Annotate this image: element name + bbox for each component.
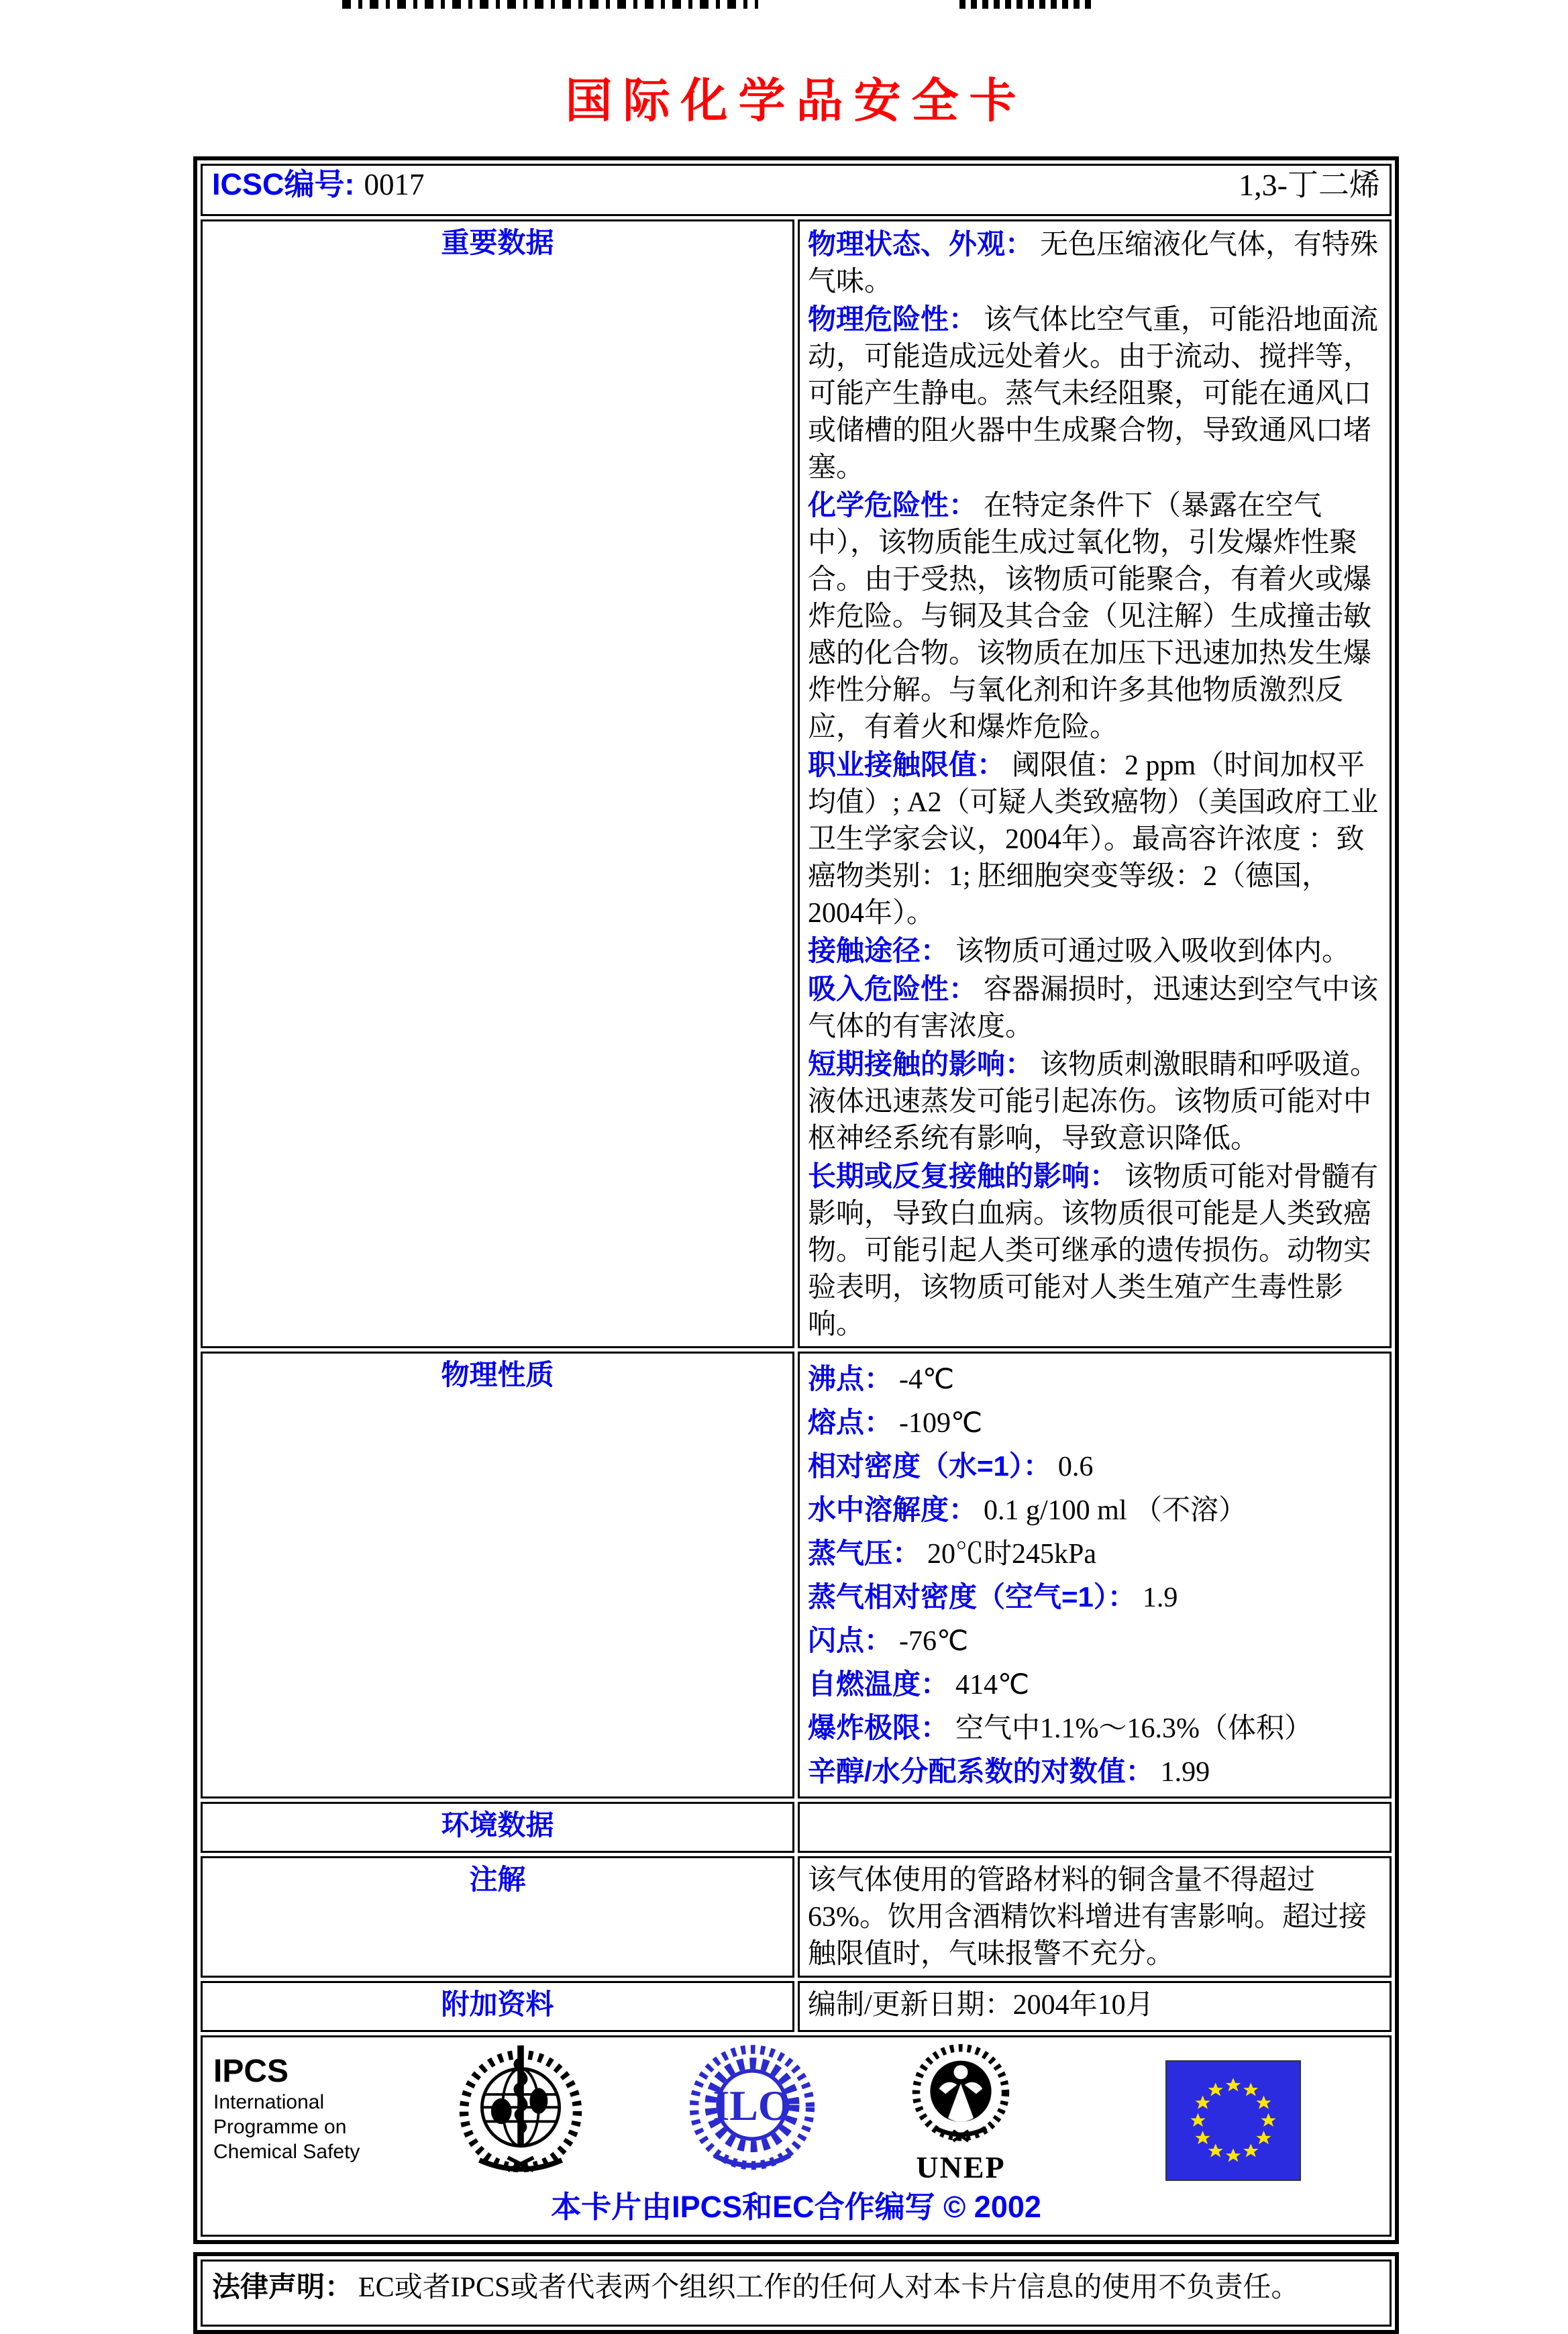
- property-line: [808, 1750, 1381, 1794]
- property-label: 蒸气相对密度（空气=1）：: [808, 1581, 1136, 1613]
- property-value: 0.1 g/100 ml （不溶）: [984, 1495, 1247, 1526]
- property-label: 吸入危险性：: [808, 973, 978, 1005]
- property-value: 无色压缩液化气体，有特殊气味。: [808, 230, 1379, 297]
- legal-notice-label: 法律声明：: [212, 2271, 354, 2302]
- ipcs-subtitle-line3: Chemical Safety: [213, 2141, 360, 2163]
- property-label: 自燃温度：: [808, 1668, 949, 1700]
- property-label: 长期或反复接触的影响：: [808, 1160, 1118, 1192]
- property-line: [808, 970, 1381, 1046]
- section-row-notes: [201, 1856, 1392, 1978]
- ilo-logo-letters: ILO: [713, 2082, 792, 2130]
- property-line: [808, 1445, 1381, 1488]
- card-header-cell: [201, 164, 1392, 216]
- section-row-additional: [201, 1981, 1392, 2032]
- property-value: 容器漏损时，迅速达到空气中该气体的有害浓度。: [808, 974, 1379, 1042]
- legal-notice-text: EC或者IPCS或者代表两个组织工作的任何人对本卡片信息的使用不负责任。: [358, 2272, 1300, 2303]
- ipcs-subtitle-line1: International: [213, 2091, 325, 2113]
- property-value: 0.6: [1057, 1452, 1094, 1482]
- ilo-logo-icon: [689, 2044, 815, 2178]
- property-line: [808, 301, 1381, 487]
- property-value: -109℃: [899, 1408, 983, 1439]
- property-value: 阈限值：2 ppm（时间加权平均值）; A2（可疑人类致癌物）（美国政府工业卫生学家会议，2004年）。最高容许浓度 ：致癌物类别：1; 胚细胞突变等级：2（德国，2004年）。: [808, 750, 1379, 929]
- property-value: 该物质可通过吸入吸收到体内。: [955, 936, 1351, 967]
- property-label: 短期接触的影响：: [808, 1048, 1034, 1080]
- property-line: [808, 1046, 1381, 1158]
- property-label: 物理状态、外观：: [808, 228, 1034, 260]
- property-label: 水中溶解度：: [808, 1494, 978, 1525]
- legal-notice-table: [193, 2252, 1399, 2334]
- unep-logo-label: UNEP: [916, 2150, 1006, 2184]
- environmental-data-content: [798, 1802, 1392, 1853]
- property-value: 该气体比空气重，可能沿地面流动，可能造成远处着火。由于流动、搅拌等，可能产生静电。蒸气未经阻聚，可能在通风口或储槽的阻火器中生成聚合物，导致通风口堵塞。: [808, 305, 1379, 483]
- property-label: 熔点：: [808, 1407, 893, 1438]
- property-line: [808, 1619, 1381, 1663]
- property-line: [808, 1532, 1381, 1576]
- card-header-row: [201, 164, 1392, 216]
- property-line: [808, 225, 1381, 301]
- property-line: [808, 1358, 1381, 1401]
- page-title: 国际化学品安全卡: [565, 76, 1027, 128]
- property-value: 20℃时245kPa: [927, 1539, 1097, 1570]
- property-value: -76℃: [899, 1626, 969, 1657]
- property-label: 辛醇/水分配系数的对数值：: [808, 1756, 1154, 1787]
- property-line: [808, 932, 1381, 970]
- notes-section-label: 注解: [201, 1856, 794, 1978]
- unep-logo-icon: [897, 2044, 1025, 2146]
- chemical-name: 1,3-丁二烯: [1239, 167, 1380, 202]
- additional-info-content: 编制/更新日期：2004年10月: [798, 1981, 1392, 2032]
- logos-cell: [201, 2035, 1392, 2237]
- property-value: 空气中1.1%～16.3%（体积）: [955, 1713, 1312, 1744]
- property-label: 接触途径：: [808, 935, 949, 966]
- property-value: 1.9: [1142, 1582, 1178, 1613]
- property-value: 该物质刺激眼睛和呼吸道。液体迅速蒸发可能引起冻伤。该物质可能对中枢神经系统有影响，导致意识降低。: [808, 1050, 1379, 1154]
- notes-content: 该气体使用的管路材料的铜含量不得超过63%。饮用含酒精饮料增进有害影响。超过接触限值时，气味报警不充分。: [798, 1856, 1392, 1978]
- property-label: 爆炸极限：: [808, 1712, 949, 1743]
- ipcs-text-block: [213, 2053, 415, 2164]
- property-line: [808, 1401, 1381, 1445]
- property-line: [808, 746, 1381, 932]
- property-label: 职业接触限值：: [808, 749, 1006, 780]
- property-label: 闪点：: [808, 1625, 893, 1656]
- property-label: 化学危险性：: [808, 489, 978, 521]
- property-value: 该物质可能对骨髓有影响，导致白血病。该物质很可能是人类致癌物。可能引起人类可继承的遗传损伤。动物实验表明，该物质可能对人类生殖产生毒性影响。: [808, 1162, 1379, 1340]
- icsc-number-group: [212, 166, 425, 203]
- who-logo-icon: [456, 2044, 585, 2177]
- ipcs-title: IPCS: [213, 2053, 289, 2089]
- property-label: 蒸气压：: [808, 1537, 921, 1569]
- physical-properties-section-label: 物理性质: [201, 1352, 794, 1798]
- section-row-physical: [201, 1352, 1392, 1798]
- card-container: [193, 0, 1399, 2334]
- additional-info-section-label: 附加资料: [201, 1981, 794, 2032]
- icsc-number-value: 0017: [364, 168, 425, 201]
- property-label: 沸点：: [808, 1363, 893, 1394]
- section-row-important: [201, 219, 1392, 1348]
- ipcs-subtitle-line2: Programme on: [213, 2116, 347, 2138]
- unep-logo-block: [897, 2044, 1025, 2183]
- property-line: [808, 1576, 1381, 1619]
- important-data-content: [798, 219, 1392, 1348]
- icsc-number-label: ICSC编号:: [212, 167, 355, 201]
- legal-notice-row: [201, 2260, 1392, 2327]
- section-row-environment: [201, 1802, 1392, 1853]
- safety-card-table: [193, 156, 1399, 2244]
- property-value: 414℃: [955, 1670, 1030, 1701]
- legal-notice-cell: [201, 2260, 1392, 2327]
- property-line: [808, 1158, 1381, 1343]
- property-value: -4℃: [899, 1364, 955, 1395]
- logos-row: [201, 2035, 1392, 2237]
- eu-flag-icon: [1165, 2060, 1301, 2181]
- property-value: 1.99: [1160, 1757, 1210, 1788]
- property-line: [808, 1707, 1381, 1750]
- property-line: [808, 1663, 1381, 1707]
- important-data-section-label: 重要数据: [201, 219, 794, 1348]
- environmental-data-section-label: 环境数据: [201, 1802, 794, 1853]
- property-value: 在特定条件下（暴露在空气中），该物质能生成过氧化物，引发爆炸性聚合。由于受热，该物质可能聚合，有着火或爆炸危险。与铜及其合金（见注解）生成撞击敏感的化合物。该物质在加压下迅速加热发生爆炸性分解。与氧化剂和许多其他物质激烈反应，有着火和爆炸危险。: [808, 491, 1372, 743]
- physical-properties-content: [798, 1352, 1392, 1798]
- property-line: [808, 1488, 1381, 1532]
- cooperation-caption: 本卡片由IPCS和EC合作编写 © 2002: [551, 2190, 1041, 2224]
- property-line: [808, 487, 1381, 746]
- property-label: 物理危险性：: [808, 303, 978, 335]
- property-label: 相对密度（水=1）：: [808, 1450, 1051, 1482]
